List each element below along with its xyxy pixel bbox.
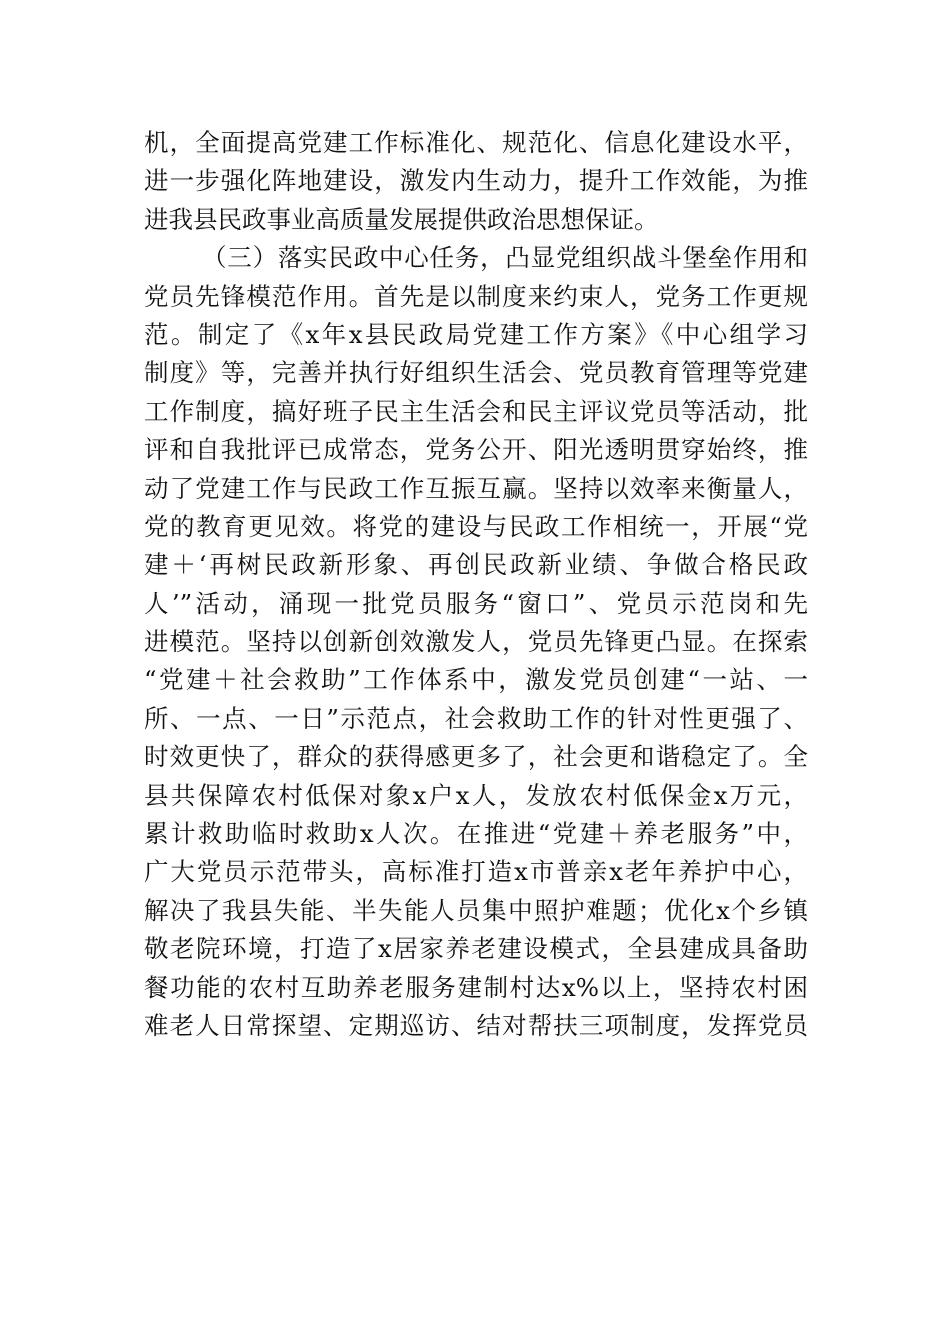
body-text <box>144 124 808 1045</box>
text-line: 动了党建工作与民政工作互振互赢。坚持以效率来衡量人， <box>144 473 808 503</box>
text-line: 进一步强化阵地建设，激发内生动力，提升工作效能，为推 <box>144 166 808 196</box>
text-line: 累计救助临时救助x人次。在推进“党建＋养老服务”中， <box>144 819 808 849</box>
text-line: 进我县民政事业高质量发展提供政治思想保证。 <box>144 204 659 234</box>
text-line: 党员先锋模范作用。首先是以制度来约束人，党务工作更规 <box>144 281 808 311</box>
text-line: 建＋‘再树民政新形象、再创民政新业绩、争做合格民政 <box>144 550 808 580</box>
text-line: “党建＋社会救助”工作体系中，激发党员创建“一站、一 <box>144 665 808 695</box>
text-line: 所、一点、一日”示范点，社会救助工作的针对性更强了、 <box>144 703 808 733</box>
text-line: 工作制度，搞好班子民主生活会和民主评议党员等活动，批 <box>144 396 808 426</box>
text-line: 广大党员示范带头，高标准打造x市普亲x老年养护中心， <box>144 857 808 887</box>
text-line: 机，全面提高党建工作标准化、规范化、信息化建设水平， <box>144 128 808 157</box>
text-line: 制度》等，完善并执行好组织生活会、党员教育管理等党建 <box>144 358 808 388</box>
text-line: 评和自我批评已成常态，党务公开、阳光透明贯穿始终，推 <box>144 435 808 465</box>
text-line: 县共保障农村低保对象x户x人，发放农村低保金x万元， <box>144 780 808 810</box>
text-line: 进模范。坚持以创新创效激发人，党员先锋更凸显。在探索 <box>144 627 808 657</box>
text-line: 党的教育更见效。将党的建设与民政工作相统一，开展“党 <box>144 511 808 541</box>
text-line: 时效更快了，群众的获得感更多了，社会更和谐稳定了。全 <box>144 742 808 772</box>
text-line: 范。制定了《x年x县民政局党建工作方案》《中心组学习 <box>144 319 808 349</box>
text-line: 解决了我县失能、半失能人员集中照护难题；优化x个乡镇 <box>144 895 808 925</box>
text-line: 人’”活动，涌现一批党员服务“窗口”、党员示范岗和先 <box>144 588 808 618</box>
text-line: 敬老院环境，打造了x居家养老建设模式，全县建成具备助 <box>144 934 808 964</box>
text-line: 难老人日常探望、定期巡访、结对帮扶三项制度，发挥党员 <box>144 1010 808 1040</box>
section-heading-line: （三）落实民政中心任务，凸显党组织战斗堡垒作用和 <box>202 243 808 273</box>
text-line: 餐功能的农村互助养老服务建制村达x%以上，坚持农村困 <box>144 972 808 1002</box>
